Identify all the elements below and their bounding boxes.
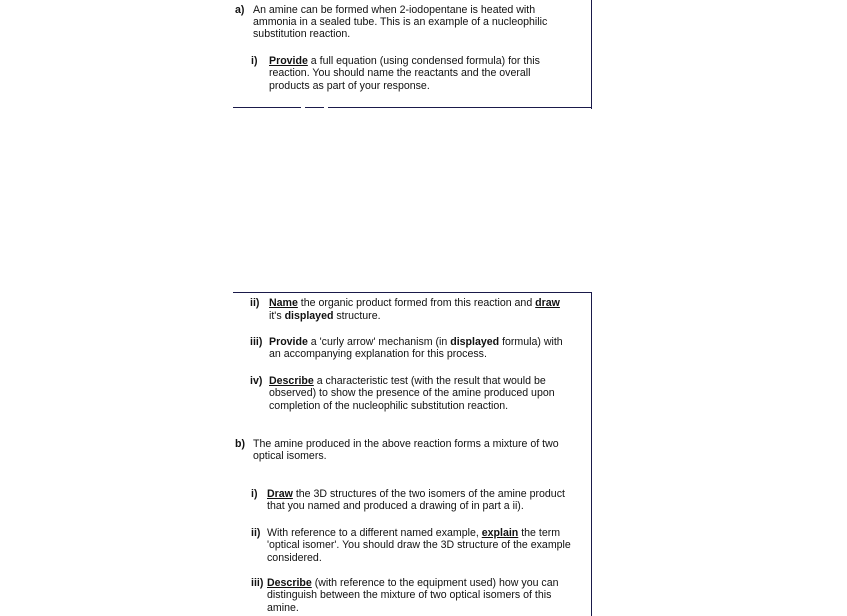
part-a-line-2: ammonia in a sealed tube. This is an example of a nucleophilic [253, 16, 548, 28]
box-a-bottom-rule-3 [328, 107, 592, 108]
part-a-i-label: i) [251, 55, 258, 67]
part-a-iii-line-2: an accompanying explanation for this process. [269, 348, 487, 360]
part-a-line-1: An amine can be formed when 2-iodopentane is heated with [253, 4, 536, 16]
keyword-provide-bold: Provide [269, 336, 308, 348]
part-b-ii-line-3: considered. [267, 552, 322, 564]
part-a-iii-label: iii) [250, 336, 263, 348]
part-a-iv-label: iv) [250, 375, 263, 387]
part-b-label: b) [235, 438, 245, 450]
part-b-ii-label: ii) [251, 527, 261, 539]
keyword-explain: explain [481, 527, 519, 539]
part-b-iii-label: iii) [251, 577, 264, 589]
part-b-iii-line-1: Describe (with reference to the equipment used) how you can [267, 577, 559, 589]
part-a-label: a) [235, 4, 245, 16]
part-a-ii-line-1: Name the organic product formed from this reaction and draw [269, 297, 560, 309]
part-b-line-1: The amine produced in the above reaction forms a mixture of two [253, 438, 559, 450]
part-a-line-3: substitution reaction. [253, 28, 351, 40]
part-b-ii-line-1: With reference to a different named example, explain the term [267, 527, 561, 539]
part-a-i-line-2: reaction. You should name the reactants and the overall [269, 67, 531, 79]
part-a-i-line-1: Provide a full equation (using condensed formula) for this [269, 55, 540, 67]
part-b-i-label: i) [251, 488, 258, 500]
part-b-iii-line-3: amine. [267, 602, 299, 614]
part-b-line-2: optical isomers. [253, 450, 327, 462]
part-b-iii-line-2: distinguish between the mixture of two optical isomers of this [267, 589, 552, 601]
part-b-i-line-1: Draw the 3D structures of the two isomers of the amine product [267, 488, 565, 500]
part-b-i-line-2: that you named and produced a drawing of in part a ii). [267, 500, 524, 512]
part-a-iv-line-3: completion of the nucleophilic substitution reaction. [269, 400, 509, 412]
box-b-top-rule [233, 292, 592, 293]
part-a-iv-line-1: Describe a characteristic test (with the result that would be [269, 375, 546, 387]
part-a-ii-line-2: it's displayed structure. [269, 310, 381, 322]
keyword-describe: Describe [269, 375, 314, 387]
part-a-iv-line-2: observed) to show the presence of the amine produced upon [269, 387, 555, 399]
part-a-ii-label: ii) [250, 297, 260, 309]
part-a-i-line-3: products as part of your response. [269, 80, 430, 92]
box-a-right-border [591, 0, 592, 109]
box-b-right-border [591, 292, 592, 616]
box-a-bottom-rule-2 [305, 107, 324, 108]
part-a-iii-line-1: Provide a 'curly arrow' mechanism (in displayed formula) with [269, 336, 563, 348]
keyword-name: Name [269, 297, 298, 309]
keyword-provide: Provide [269, 55, 308, 67]
part-b-ii-line-2: 'optical isomer'. You should draw the 3D structure of the example [267, 539, 571, 551]
keyword-describe-b: Describe [267, 577, 312, 589]
keyword-draw: draw [535, 297, 560, 309]
keyword-draw-b: Draw [267, 488, 293, 500]
box-a-bottom-rule-1 [233, 107, 301, 108]
